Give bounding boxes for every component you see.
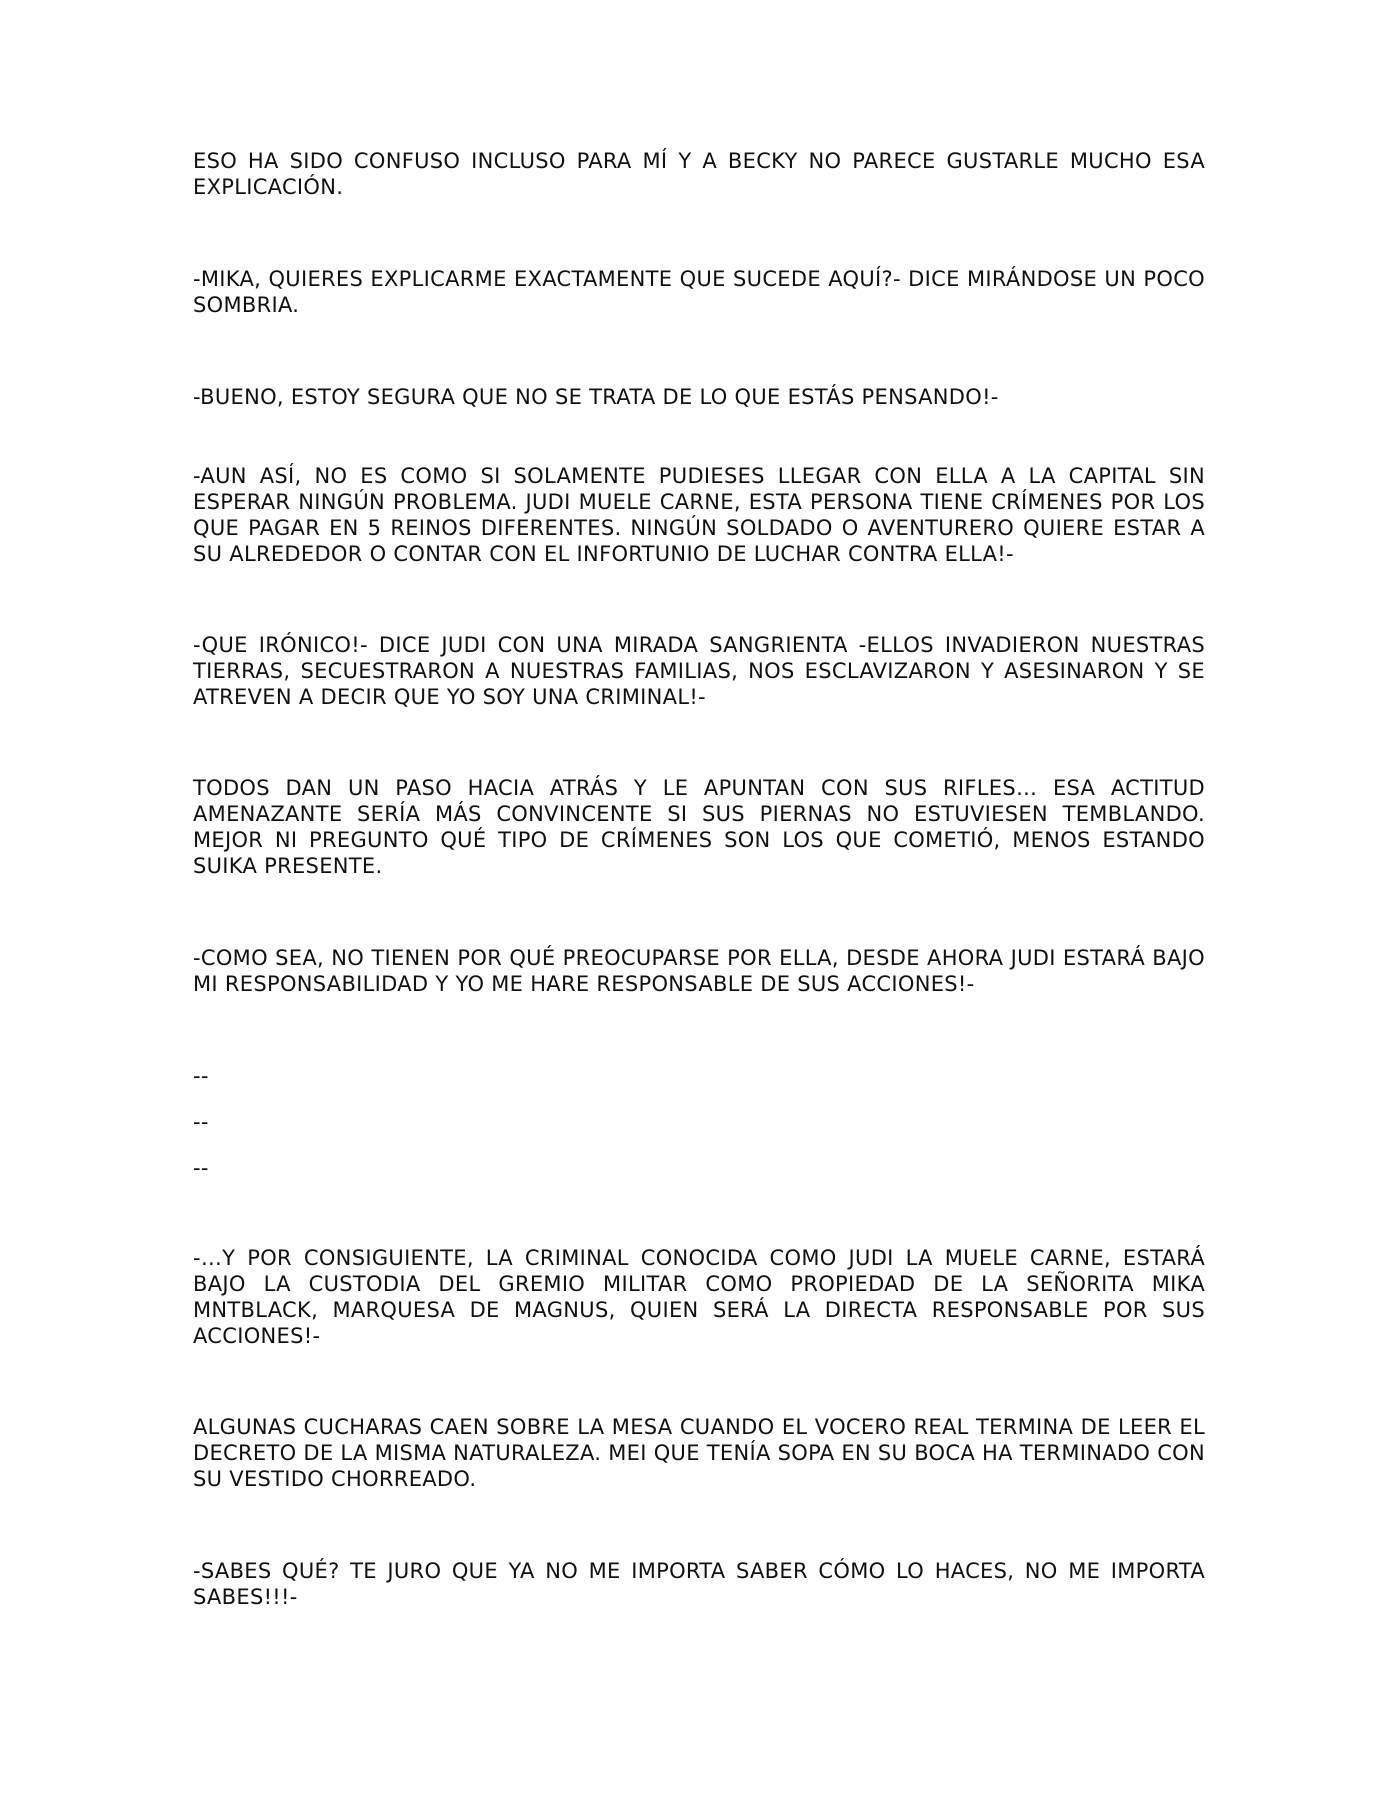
paragraph-8: -…Y POR CONSIGUIENTE, LA CRIMINAL CONOCIDA COMO JUDI LA MUELE CARNE, ESTARÁ BAJO LA CUSTODIA DEL GREMIO MILITAR COMO PROPIEDAD DE LA SEÑORITA MIKA MNTBLACK, MARQUESA DE MAGNUS, QUIEN SERÁ LA DIRECTA RESPONSABLE POR SUS ACCIONES!- [193,1246,1205,1348]
paragraph-7: -COMO SEA, NO TIENEN POR QUÉ PREOCUPARSE POR ELLA, DESDE AHORA JUDI ESTARÁ BAJO MI RESPONSABILIDAD Y YO ME HARE RESPONSABLE DE SUS ACCIONES!- [193,946,1205,996]
document-page [193,148,1205,1610]
paragraph-10: -SABES QUÉ? TE JURO QUE YA NO ME IMPORTA SABER CÓMO LO HACES, NO ME IMPORTA SABES!!!- [193,1559,1205,1609]
scene-break-dash-2: -- [193,1110,209,1134]
scene-break-dash-3: -- [193,1156,209,1180]
paragraph-4: -AUN ASÍ, NO ES COMO SI SOLAMENTE PUDIESES LLEGAR CON ELLA A LA CAPITAL SIN ESPERAR NINGÚN PROBLEMA. JUDI MUELE CARNE, ESTA PERSONA TIENE CRÍMENES POR LOS QUE PAGAR EN 5 REINOS DIFERENTES. NINGÚN SOLDADO O AVENTURERO QUIERE ESTAR A SU ALREDEDOR O CONTAR CON EL INFORTUNIO DE LUCHAR CONTRA ELLA!- [193,464,1205,566]
paragraph-5: -QUE IRÓNICO!- DICE JUDI CON UNA MIRADA SANGRIENTA -ELLOS INVADIERON NUESTRAS TIERRAS, SECUESTRARON A NUESTRAS FAMILIAS, NOS ESCLAVIZARON Y ASESINARON Y SE ATREVEN A DECIR QUE YO SOY UNA CRIMINAL!- [193,633,1205,709]
paragraph-1: ESO HA SIDO CONFUSO INCLUSO PARA MÍ Y A BECKY NO PARECE GUSTARLE MUCHO ESA EXPLICACIÓN. [193,149,1205,199]
paragraph-6: TODOS DAN UN PASO HACIA ATRÁS Y LE APUNTAN CON SUS RIFLES… ESA ACTITUD AMENAZANTE SERÍA MÁS CONVINCENTE SI SUS PIERNAS NO ESTUVIESEN TEMBLANDO. MEJOR NI PREGUNTO QUÉ TIPO DE CRÍMENES SON LOS QUE COMETIÓ, MENOS ESTANDO SUIKA PRESENTE. [193,776,1205,878]
scene-break-dash-1: -- [193,1064,209,1088]
paragraph-2: -MIKA, QUIERES EXPLICARME EXACTAMENTE QUE SUCEDE AQUÍ?- DICE MIRÁNDOSE UN POCO SOMBRIA. [193,267,1205,317]
paragraph-3: -BUENO, ESTOY SEGURA QUE NO SE TRATA DE LO QUE ESTÁS PENSANDO!- [193,385,999,409]
paragraph-9: ALGUNAS CUCHARAS CAEN SOBRE LA MESA CUANDO EL VOCERO REAL TERMINA DE LEER EL DECRETO DE LA MISMA NATURALEZA. MEI QUE TENÍA SOPA EN SU BOCA HA TERMINADO CON SU VESTIDO CHORREADO. [193,1415,1205,1491]
